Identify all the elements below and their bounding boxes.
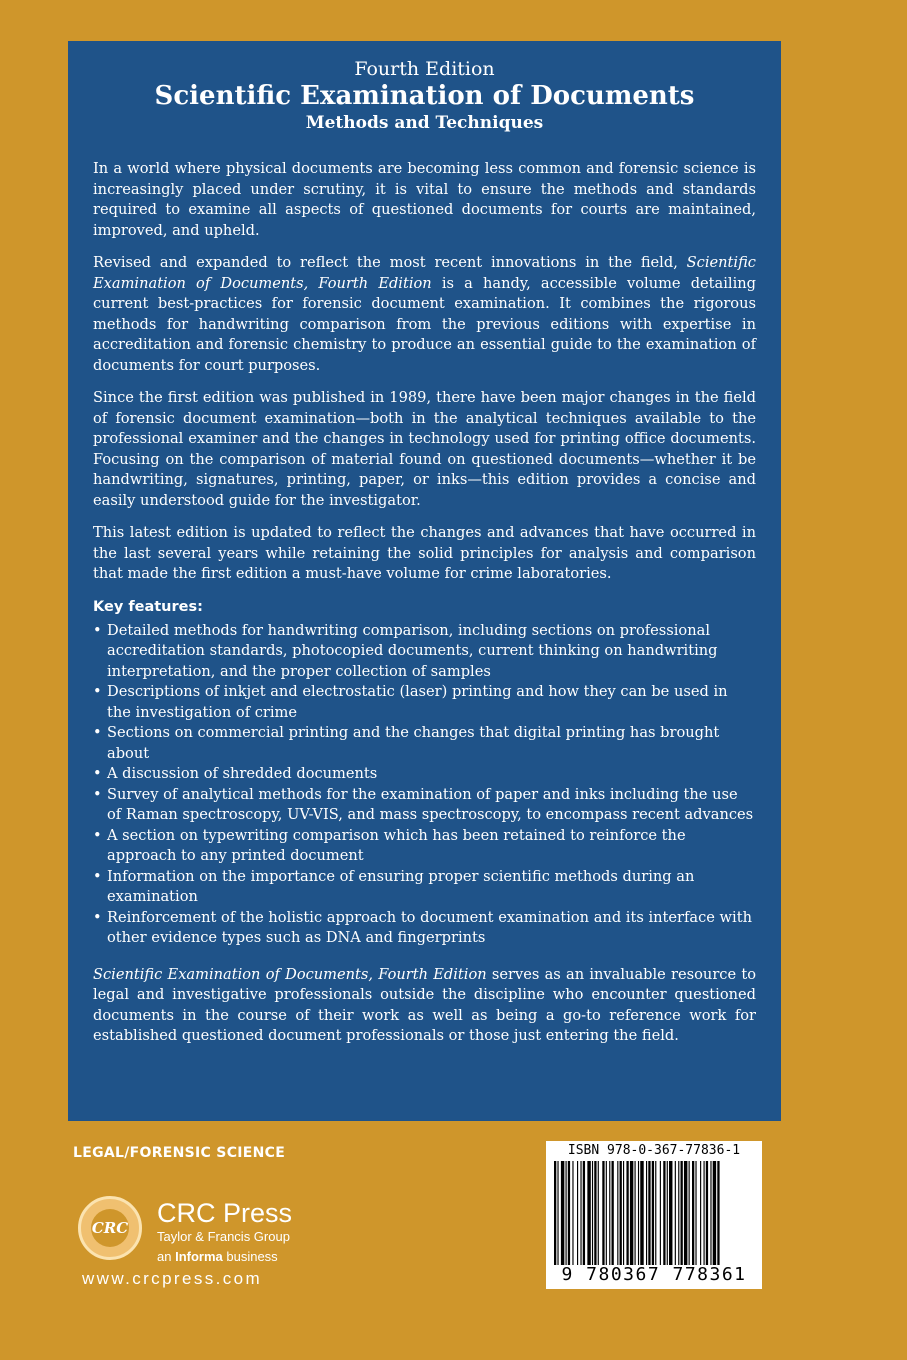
barcode-bar (713, 1161, 716, 1265)
revised-paragraph (93, 253, 756, 376)
feature-item: • A discussion of shredded documents (93, 764, 756, 785)
feature-item: • Sections on commercial printing and the changes that digital printing has brought about (93, 723, 756, 764)
ean-digits: 9 780367 778361 (561, 1264, 747, 1285)
barcode-bar (678, 1161, 679, 1265)
history-paragraph: Since the first edition was published in 1989, there have been major changes in the field of forensic document examination—both in the analytical techniques available to the professional examiner and the changes in technology used for printing office documents. Focusing on the comparison of material found on questioned documents—whether it be handwriting, signatures, printing, paper, or inks—this edition provides a concise and easily understood guide for the investigator. (93, 389, 756, 509)
barcode-bar (566, 1161, 567, 1265)
publisher-group: Taylor & Francis Group (157, 1229, 290, 1244)
isbn-barcode (546, 1141, 762, 1289)
barcode-bar (635, 1161, 636, 1265)
barcode-bars-icon (552, 1161, 756, 1265)
barcode-bar (602, 1161, 604, 1265)
subject-category: LEGAL/FORENSIC SCIENCE (73, 1145, 286, 1161)
barcode-bar (669, 1161, 672, 1265)
barcode-bar (587, 1161, 590, 1265)
description-panel (68, 41, 781, 1121)
barcode-bar (577, 1161, 578, 1265)
barcode-bar (572, 1161, 573, 1265)
crc-logo-icon (78, 1196, 142, 1260)
barcode-bar (675, 1161, 676, 1265)
publisher-website[interactable]: www.crcpress.com (82, 1269, 263, 1288)
barcode-bar (684, 1161, 687, 1265)
barcode-bar (620, 1161, 622, 1265)
latest-edition-paragraph: This latest edition is updated to reflect the changes and advances that have occurred in the last several years while retaining the solid principles for analysis and comparison that made the first edition a must-have volume for crime laboratories. (93, 524, 756, 582)
publisher-name: CRC Press (157, 1198, 293, 1228)
key-features-heading: Key features: (93, 598, 203, 615)
feature-item: • Survey of analytical methods for the examination of paper and inks including the use of Raman spectroscopy, UV-VIS, and mass spectroscopy, to encompass recent advances (93, 785, 756, 826)
barcode-bar (623, 1161, 624, 1265)
barcode-bar (592, 1161, 593, 1265)
barcode-bar (660, 1161, 661, 1265)
revised-text-a: Revised and expanded to reflect the most recent innovations in the field, (93, 254, 687, 271)
informa-tagline (157, 1249, 278, 1264)
feature-item: • Detailed methods for handwriting comparison, including sections on professional accreditation standards, photocopied documents, current thinking on handwriting interpretation, and the proper collection of samples (93, 621, 756, 683)
book-subtitle: Methods and Techniques (305, 113, 544, 133)
barcode-bar (655, 1161, 656, 1265)
barcode-bar (667, 1161, 668, 1265)
informa-bold: Informa (175, 1249, 223, 1264)
feature-item: • Information on the importance of ensuring proper scientific methods during an examination (93, 867, 756, 908)
informa-prefix: an (157, 1249, 176, 1264)
barcode-bar (568, 1161, 570, 1265)
edition-label: Fourth Edition (354, 58, 495, 80)
closing-text: serves as an invaluable resource to legal and investigative professionals outside the discipline who encounter questioned documents in the course of their work as well as being a go-to reference work for established questioned document professionals or those just entering the field. (93, 965, 756, 1044)
barcode-bar (704, 1161, 705, 1265)
barcode-bar (554, 1161, 556, 1265)
book-title: Scientific Examination of Documents (154, 81, 695, 111)
intro-paragraph: In a world where physical documents are becoming less common and forensic science is increasingly placed under scrutiny, it is vital to ensure the methods and standards required to examine all aspects of questioned documents for courts are maintained, improved, and upheld. (93, 160, 756, 239)
barcode-bar (630, 1161, 633, 1265)
revised-title-italic: Scientific Examination of Documents, Fourth Edition (93, 254, 756, 292)
barcode-bar (557, 1161, 558, 1265)
barcode-bar (689, 1161, 690, 1265)
feature-item: • Descriptions of inkjet and electrostatic (laser) printing and how they can be used in the investigation of crime (93, 682, 756, 723)
barcode-bar (617, 1161, 618, 1265)
barcode-bar (598, 1161, 599, 1265)
closing-title-italic: Scientific Examination of Documents, Fourth Edition (93, 965, 487, 983)
barcode-bar (561, 1161, 564, 1265)
isbn-label: ISBN 978-0-367-77836-1 (567, 1143, 741, 1158)
barcode-bar (594, 1161, 596, 1265)
barcode-bar (710, 1161, 711, 1265)
barcode-bar (646, 1161, 647, 1265)
barcode-bar (700, 1161, 701, 1265)
feature-item: • A section on typewriting comparison which has been retained to reinforce the approach to any printed document (93, 826, 756, 867)
barcode-bar (695, 1161, 696, 1265)
key-features-list (93, 621, 756, 949)
barcode-bar (640, 1161, 643, 1265)
barcode-bar (580, 1161, 581, 1265)
barcode-bar (638, 1161, 639, 1265)
barcode-bar (706, 1161, 708, 1265)
barcode-bar (692, 1161, 694, 1265)
barcode-bar (717, 1161, 719, 1265)
barcode-bar (612, 1161, 614, 1265)
crc-logo-text: CRC (91, 1209, 129, 1247)
barcode-bar (681, 1161, 683, 1265)
barcode-bar (626, 1161, 628, 1265)
informa-suffix: business (222, 1249, 278, 1264)
barcode-bar (652, 1161, 654, 1265)
barcode-bar (663, 1161, 665, 1265)
closing-paragraph (93, 965, 756, 1047)
revised-text-b: is a handy, accessible volume detailing current best-practices for forensic document examination. It combines the rigorous methods for handwriting comparison from the previous editions with expertise in accreditation and forensic chemistry to produce an essential guide to the examination of documents for court purposes. (93, 274, 756, 374)
barcode-bar (609, 1161, 610, 1265)
feature-item: • Reinforcement of the holistic approach to document examination and its interface with other evidence types such as DNA and fingerprints (93, 908, 756, 949)
barcode-bar (606, 1161, 607, 1265)
barcode-bar (583, 1161, 585, 1265)
barcode-bar (648, 1161, 650, 1265)
